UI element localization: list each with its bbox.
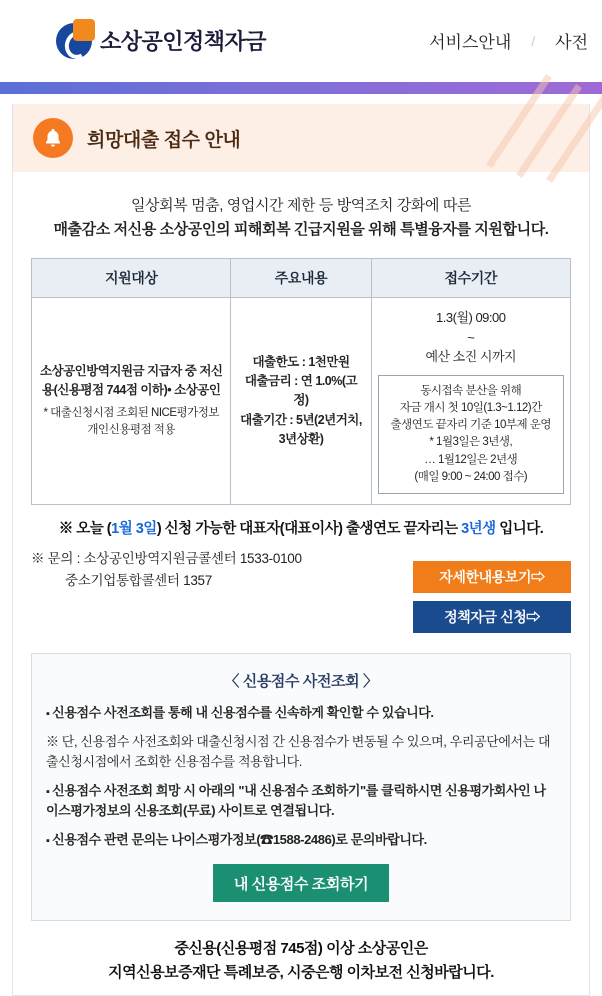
period-note-line-6: (매일 9:00 ~ 24:00 접수) [414, 470, 528, 483]
credit-score-box [31, 653, 571, 922]
period-note-line-5: … 1월12일은 2년생 [424, 453, 518, 466]
period-note-line-3: 출생연도 끝자리 기준 10부제 운영 [390, 419, 552, 431]
period-line-1: 1.3(월) 09:00 [436, 310, 506, 325]
highlight-year: 3년생 [461, 521, 496, 537]
highlight-prefix: ※ 오늘 ( [58, 521, 112, 537]
contact-line-1: ※ 문의 : 소상공인방역지원금콜센터 1533-0100 [31, 551, 302, 566]
footer-message [13, 921, 589, 995]
nav-separator-icon: / [531, 32, 536, 49]
col-header-target: 지원대상 [32, 259, 231, 298]
brand-name: 소상공인정책자금 [100, 29, 267, 54]
brand[interactable] [56, 23, 266, 59]
today-highlight [13, 505, 589, 542]
content-line-2: 대출금리 : 연 1.0%(고정) [244, 373, 358, 408]
cell-period [371, 298, 570, 505]
table-header-row [32, 259, 571, 298]
credit-box-title: 〈 신용점수 사전조회 〉 [224, 672, 378, 690]
check-credit-score-button[interactable]: 내 신용점수 조회하기 [213, 864, 389, 902]
credit-button-wrap [46, 864, 556, 902]
main-content [0, 94, 602, 996]
credit-item-4: ▪ 신용점수 관련 문의는 나이스평가정보(☎1588-2486)로 문의바랍니다. [46, 830, 556, 850]
period-note-line-1: 동시접속 분산을 위해 [420, 384, 522, 397]
site-header [0, 0, 602, 82]
period-note [378, 375, 564, 495]
circle-swirl-logo-icon [56, 23, 92, 59]
footer-line-2: 지역신용보증재단 특례보증, 시중은행 이차보전 신청바랍니다. [108, 964, 494, 982]
target-sub-text: * 대출신청시점 조회된 NICE평가정보 개인신용평점 적용 [43, 406, 219, 437]
banner-title: 희망대출 접수 안내 [87, 129, 241, 151]
lead-paragraph [13, 172, 589, 258]
cell-content [231, 298, 371, 505]
period-note-line-2: 자금 개시 첫 10일(1.3~1.12)간 [399, 401, 542, 414]
apply-button[interactable]: 정책자금 신청⇨ [413, 601, 571, 633]
info-table [31, 258, 571, 505]
cell-target [32, 298, 231, 505]
detail-button[interactable]: 자세한내용보기⇨ [413, 561, 571, 593]
notice-banner [13, 104, 589, 172]
content-line-1: 대출한도 : 1천만원 [252, 354, 350, 369]
nav-item-prior[interactable]: 사전 [555, 33, 588, 52]
period-line-2: ~ [467, 329, 475, 345]
info-table-wrap [13, 258, 589, 505]
banner-decoration-icon [479, 86, 599, 176]
lead-line-1: 일상회복 멈춤, 영업시간 제한 등 방역조치 강화에 따른 [130, 197, 472, 214]
highlight-date: 1월 3일 [111, 521, 157, 537]
notice-card [12, 104, 590, 996]
table-row [32, 298, 571, 505]
col-header-content: 주요내용 [231, 259, 371, 298]
nav-item-services[interactable]: 서비스안내 [429, 33, 512, 52]
highlight-middle: ) 신청 가능한 대표자(대표이사) 출생연도 끝자리는 [156, 521, 462, 537]
period-line-3: 예산 소진 시까지 [425, 349, 517, 364]
main-nav [429, 28, 588, 53]
contact-line-2: 중소기업통합콜센터 1357 [65, 573, 212, 589]
period-note-line-4: * 1월3일은 3년생, [429, 436, 513, 449]
content-line-3: 대출기간 : 5년(2년거치, 3년상환) [240, 412, 362, 447]
highlight-suffix: 입니다. [495, 521, 544, 537]
bell-icon [33, 118, 73, 158]
credit-item-1: ▪ 신용점수 사전조회를 통해 내 신용점수를 신속하게 확인할 수 있습니다. [46, 703, 556, 723]
footer-line-1: 중신용(신용평점 745점) 이상 소상공인은 [174, 940, 428, 958]
col-header-period: 접수기간 [371, 259, 570, 298]
credit-item-3: ▪ 신용점수 사전조회 희망 시 아래의 "내 신용점수 조회하기"를 클릭하시면 신용평가회사인 나이스평가정보의 신용조회(무료) 사이트로 연결됩니다. [46, 781, 556, 821]
target-main-text: 소상공인방역지원금 지급자 중 저신용(신용평점 744점 이하)• 소상공인 [39, 363, 223, 398]
credit-item-2: ※ 단, 신용점수 사전조회와 대출신청시점 간 신용점수가 변동될 수 있으며, 우리공단에서는 대출신청시점에서 조회한 신용점수를 적용합니다. [46, 733, 551, 769]
lead-line-2: 매출감소 저신용 소상공인의 피해회복 긴급지원을 위해 특별융자를 지원합니다. [53, 221, 549, 238]
